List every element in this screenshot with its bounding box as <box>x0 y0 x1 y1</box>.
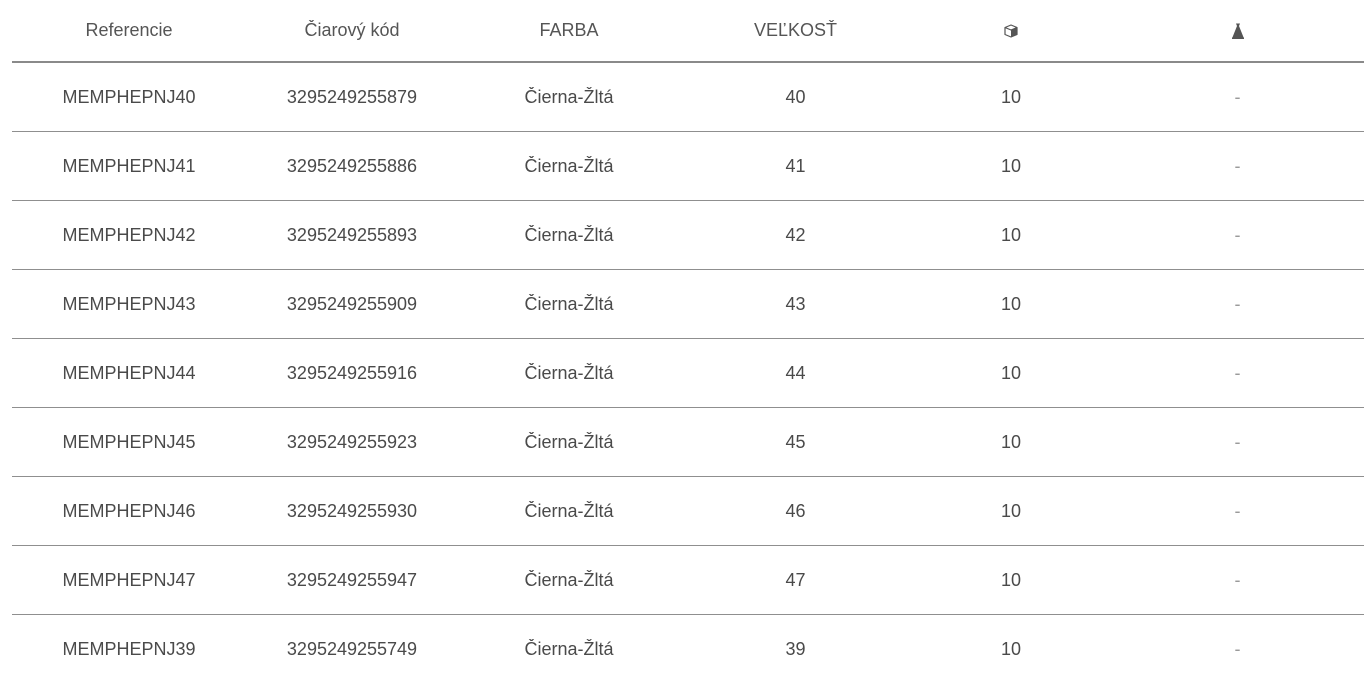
cell-barcode: 3295249255879 <box>286 86 418 107</box>
cell-barcode: 3295249255749 <box>286 639 418 659</box>
cell-barcode: 3295249255893 <box>286 224 418 245</box>
cell-bag-qty: - <box>1234 293 1241 314</box>
cell-barcode: 3295249255923 <box>286 431 418 452</box>
cell-box-qty: 10 <box>1000 569 1022 590</box>
cell-color: Čierna-Žltá <box>524 639 614 659</box>
table-row <box>12 132 1364 201</box>
cell-bag-qty: - <box>1234 155 1241 176</box>
table-row <box>12 615 1364 684</box>
cell-reference: MEMPHEPNJ47 <box>62 569 196 590</box>
cell-size: 43 <box>785 293 806 314</box>
package-icon <box>911 20 1111 41</box>
cell-bag-qty: - <box>1234 569 1241 590</box>
cell-reference: MEMPHEPNJ42 <box>62 224 196 245</box>
cell-bag-qty: - <box>1234 86 1241 107</box>
cell-color: Čierna-Žltá <box>524 500 614 521</box>
product-table <box>12 0 1364 684</box>
cell-reference: MEMPHEPNJ45 <box>62 431 196 452</box>
table-row <box>12 546 1364 615</box>
cell-color: Čierna-Žltá <box>524 224 614 245</box>
bag-icon <box>1111 20 1364 41</box>
table-row <box>12 339 1364 408</box>
cell-bag-qty: - <box>1234 362 1241 383</box>
cell-box-qty: 10 <box>1000 639 1022 659</box>
cell-color: Čierna-Žltá <box>524 155 614 176</box>
cell-box-qty: 10 <box>1000 500 1022 521</box>
cell-color: Čierna-Žltá <box>524 431 614 452</box>
cell-color: Čierna-Žltá <box>524 362 614 383</box>
cell-bag-qty: - <box>1234 639 1241 659</box>
cell-reference: MEMPHEPNJ40 <box>62 86 196 107</box>
cell-size: 47 <box>785 569 806 590</box>
cell-barcode: 3295249255916 <box>286 362 418 383</box>
cell-color: Čierna-Žltá <box>524 86 614 107</box>
cell-size: 46 <box>785 500 806 521</box>
cell-barcode: 3295249255947 <box>286 569 418 590</box>
cell-barcode: 3295249255909 <box>286 293 418 314</box>
cell-size: 41 <box>785 155 806 176</box>
header-color: FARBA <box>539 20 599 40</box>
cell-box-qty: 10 <box>1000 362 1022 383</box>
cell-reference: MEMPHEPNJ39 <box>62 639 196 659</box>
header-size: VEĽKOSŤ <box>753 20 838 40</box>
cell-size: 39 <box>785 639 806 659</box>
cell-size: 44 <box>785 362 806 383</box>
cell-barcode: 3295249255886 <box>286 155 418 176</box>
cell-size: 42 <box>785 224 806 245</box>
header-barcode: Čiarový kód <box>304 20 400 40</box>
table-row <box>12 201 1364 270</box>
cell-reference: MEMPHEPNJ43 <box>62 293 196 314</box>
table-header <box>12 0 1364 63</box>
cell-box-qty: 10 <box>1000 155 1022 176</box>
cell-box-qty: 10 <box>1000 431 1022 452</box>
cell-reference: MEMPHEPNJ44 <box>62 362 196 383</box>
header-reference: Referencie <box>85 20 173 40</box>
cell-size: 40 <box>785 86 806 107</box>
table-row <box>12 477 1364 546</box>
cell-reference: MEMPHEPNJ46 <box>62 500 196 521</box>
cell-box-qty: 10 <box>1000 224 1022 245</box>
cell-color: Čierna-Žltá <box>524 569 614 590</box>
cell-bag-qty: - <box>1234 500 1241 521</box>
cell-color: Čierna-Žltá <box>524 293 614 314</box>
cell-bag-qty: - <box>1234 224 1241 245</box>
cell-box-qty: 10 <box>1000 293 1022 314</box>
table-row <box>12 408 1364 477</box>
cell-size: 45 <box>785 431 806 452</box>
cell-bag-qty: - <box>1234 431 1241 452</box>
cell-reference: MEMPHEPNJ41 <box>62 155 196 176</box>
table-row <box>12 63 1364 132</box>
cell-barcode: 3295249255930 <box>286 500 418 521</box>
cell-box-qty: 10 <box>1000 86 1022 107</box>
table-row <box>12 270 1364 339</box>
